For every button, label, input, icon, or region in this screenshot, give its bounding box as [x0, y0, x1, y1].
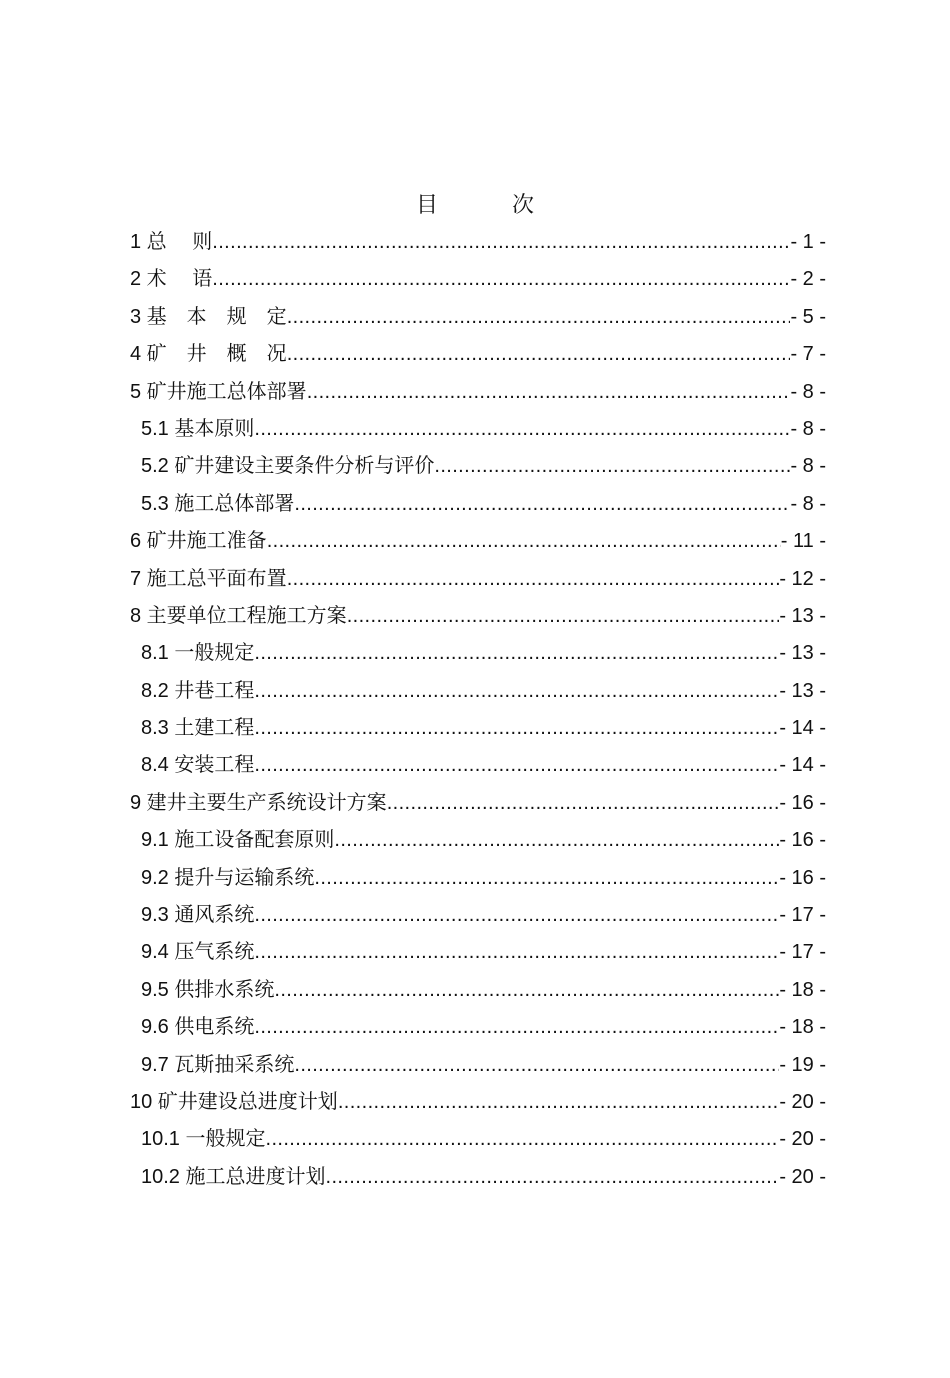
toc-dot-leader [314, 860, 779, 897]
toc-entry[interactable] [130, 860, 826, 897]
toc-entry[interactable] [130, 1009, 826, 1046]
toc-entry[interactable] [130, 1084, 826, 1121]
toc-dot-leader [254, 1009, 779, 1046]
toc-dot-leader [434, 448, 790, 485]
toc-entry-label: 2 术 语 [130, 268, 213, 291]
toc-entry-label: 8 主要单位工程施工方案 [130, 604, 347, 627]
toc-dot-leader [254, 897, 779, 934]
toc-dot-leader [212, 224, 790, 261]
toc-entry-label: 9.7 瓦斯抽采系统 [141, 1053, 295, 1076]
toc-entry[interactable] [130, 523, 826, 560]
toc-entry-label: 10.1 一般规定 [141, 1128, 266, 1151]
toc-entry[interactable] [130, 897, 826, 934]
toc-entry-label: 4 矿 井 概 况 [130, 343, 287, 366]
toc-dot-leader [254, 710, 779, 747]
toc-dot-leader [307, 374, 791, 411]
toc-dot-leader [254, 934, 779, 971]
toc-entry-page-number: - 16 - [779, 791, 826, 814]
toc-entry[interactable] [130, 785, 826, 822]
toc-dot-leader [254, 635, 779, 672]
toc-dot-leader [287, 299, 791, 336]
toc-entry[interactable] [130, 673, 826, 710]
toc-entry-page-number: - 17 - [779, 904, 826, 927]
toc-entry-page-number: - 13 - [779, 679, 826, 702]
toc-entry-page-number: - 5 - [790, 305, 826, 328]
toc-entry-label: 8.1 一般规定 [141, 642, 255, 665]
toc-dot-leader [338, 1084, 780, 1121]
toc-entry-label: 10.2 施工总进度计划 [141, 1165, 326, 1188]
toc-entry-page-number: - 1 - [790, 231, 826, 253]
toc-entry[interactable] [130, 1047, 826, 1084]
toc-entry-label: 8.2 井巷工程 [141, 679, 255, 702]
toc-entry[interactable] [130, 747, 826, 784]
toc-entry-page-number: - 20 - [779, 1128, 826, 1151]
toc-entry-page-number: - 13 - [779, 642, 826, 665]
toc-entry-label: 5.1 基本原则 [141, 417, 255, 440]
toc-entry-label: 1 总 则 [130, 231, 213, 253]
toc-dot-leader [254, 411, 790, 448]
toc-entry-page-number: - 2 - [790, 268, 826, 291]
toc-dot-leader [254, 673, 779, 710]
toc-entry-page-number: - 8 - [790, 417, 826, 440]
toc-entry-page-number: - 12 - [779, 567, 826, 590]
toc-entry-page-number: - 18 - [779, 1016, 826, 1039]
toc-entry-page-number: - 8 - [790, 455, 826, 478]
toc-entry-label: 9 建井主要生产系统设计方案 [130, 791, 387, 814]
toc-dot-leader [287, 561, 780, 598]
toc-entry-page-number: - 17 - [779, 941, 826, 964]
toc-entry-page-number: - 14 - [779, 754, 826, 777]
toc-entry-label: 5 矿井施工总体部署 [130, 380, 307, 403]
toc-entry[interactable] [130, 822, 826, 859]
toc-dot-leader [294, 1047, 779, 1084]
toc-entry[interactable] [130, 934, 826, 971]
toc-entry-page-number: - 7 - [790, 343, 826, 366]
toc-dot-leader [274, 972, 779, 1009]
toc-entry-page-number: - 16 - [779, 866, 826, 889]
toc-dot-leader [387, 785, 780, 822]
toc-entry[interactable] [130, 374, 826, 411]
toc-title: 目 次 [415, 192, 560, 217]
toc-entry-page-number: - 8 - [790, 380, 826, 403]
toc-entry-label: 9.3 通风系统 [141, 904, 255, 927]
toc-dot-leader [254, 747, 779, 784]
toc-entry-label: 7 施工总平面布置 [130, 567, 287, 590]
toc-entry[interactable] [130, 299, 826, 336]
toc-entry-label: 9.5 供排水系统 [141, 978, 275, 1001]
toc-entry[interactable] [130, 598, 826, 635]
toc-entry[interactable] [130, 411, 826, 448]
table-of-contents [130, 224, 826, 1196]
toc-entry[interactable] [130, 336, 826, 373]
toc-entry-label: 8.3 土建工程 [141, 717, 255, 740]
toc-entry[interactable] [130, 224, 826, 261]
toc-entry[interactable] [130, 710, 826, 747]
toc-entry-page-number: - 13 - [779, 604, 826, 627]
toc-entry[interactable] [130, 261, 826, 298]
toc-entry-page-number: - 20 - [779, 1165, 826, 1188]
toc-entry-label: 8.4 安装工程 [141, 754, 255, 777]
toc-dot-leader [347, 598, 780, 635]
toc-dot-leader [267, 523, 781, 560]
toc-dot-leader [334, 822, 779, 859]
toc-entry-label: 3 基 本 规 定 [130, 305, 287, 328]
toc-entry-label: 9.6 供电系统 [141, 1016, 255, 1039]
toc-entry[interactable] [130, 1121, 826, 1158]
toc-entry-label: 5.2 矿井建设主要条件分析与评价 [141, 455, 435, 478]
toc-entry[interactable] [130, 1159, 826, 1196]
toc-entry-label: 9.1 施工设备配套原则 [141, 829, 335, 852]
toc-entry-label: 10 矿井建设总进度计划 [130, 1090, 338, 1113]
toc-entry-label: 5.3 施工总体部署 [141, 492, 295, 515]
toc-entry-page-number: - 19 - [779, 1053, 826, 1076]
toc-entry-page-number: - 14 - [779, 717, 826, 740]
toc-entry-page-number: - 18 - [779, 978, 826, 1001]
toc-entry-label: 9.4 压气系统 [141, 941, 255, 964]
toc-entry-label: 9.2 提升与运输系统 [141, 866, 315, 889]
toc-entry-page-number: - 16 - [779, 829, 826, 852]
toc-entry-page-number: - 20 - [779, 1090, 826, 1113]
toc-entry-page-number: - 11 - [780, 530, 826, 553]
toc-entry[interactable] [130, 561, 826, 598]
toc-entry[interactable] [130, 635, 826, 672]
toc-dot-leader [265, 1121, 779, 1158]
toc-entry-label: 6 矿井施工准备 [130, 530, 267, 553]
toc-dot-leader [287, 336, 791, 373]
toc-dot-leader [212, 261, 790, 298]
toc-entry[interactable] [130, 972, 826, 1009]
toc-entry-page-number: - 8 - [790, 492, 826, 515]
toc-dot-leader [294, 486, 790, 523]
toc-entry[interactable] [130, 486, 826, 523]
toc-entry[interactable] [130, 448, 826, 485]
toc-dot-leader [325, 1159, 779, 1196]
